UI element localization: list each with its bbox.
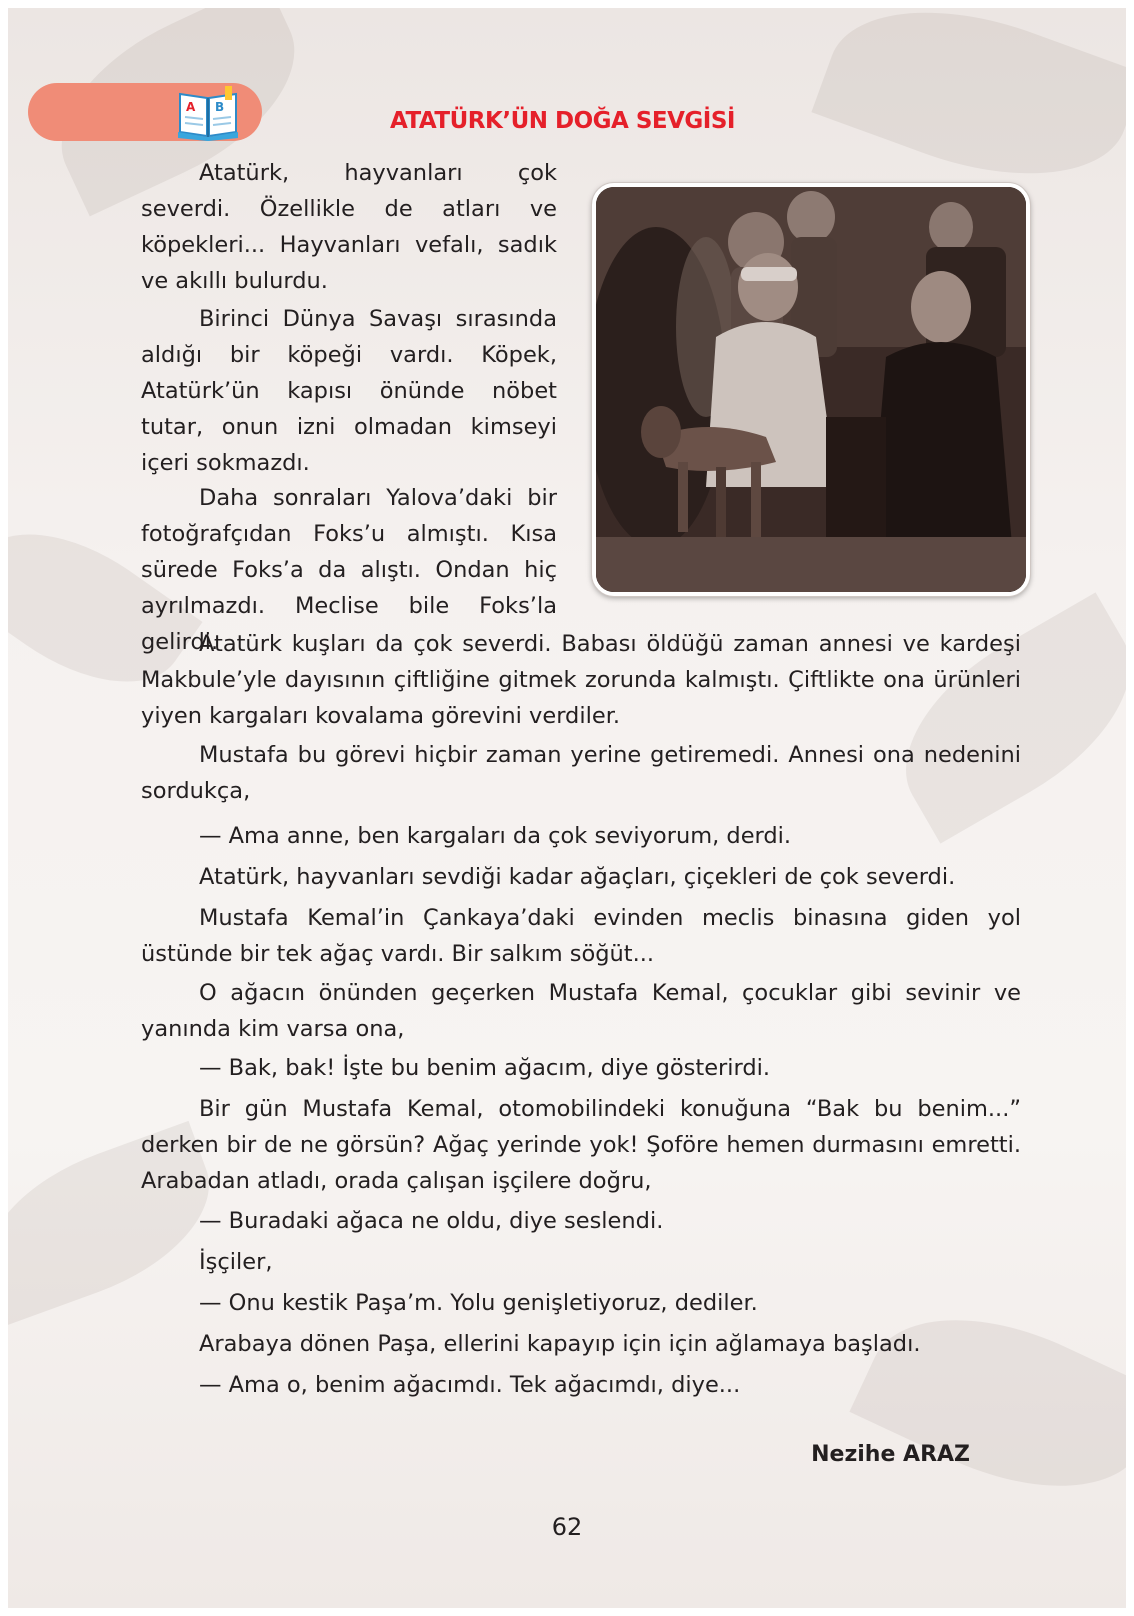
paragraph-12: — Buradaki ağaca ne oldu, diye seslendi. [199, 1208, 664, 1234]
page-title: ATATÜRK’ÜN DOĞA SEVGİSİ [390, 108, 735, 134]
paragraph-5: Mustafa bu görevi hiçbir zaman yerine getiremedi. Annesi ona nedenini sordukça, [141, 742, 1021, 804]
paragraph-16: — Ama o, benim ağacımdı. Tek ağacımdı, diye... [199, 1372, 741, 1398]
svg-text:A: A [186, 100, 196, 114]
paragraph-3: Daha sonraları Yalova’daki bir fotoğrafçıdan Foks’u almıştı. Kısa sürede Foks’a da alıştı. Ondan hiç ayrılmazdı. Meclise bile Foks’la gelirdi. [141, 485, 557, 655]
paragraph-15: Arabaya dönen Paşa, ellerini kapayıp için için ağlamaya başladı. [199, 1331, 921, 1357]
paragraph-1: Atatürk, hayvanları çok severdi. Özellikle de atları ve köpekleri... Hayvanları vefalı, sadık ve akıllı bulurdu. [141, 160, 557, 294]
photo-illustration [596, 187, 1026, 592]
page-number: 62 [551, 1513, 583, 1541]
author-name: Nezihe ARAZ [811, 1442, 970, 1467]
book-icon [176, 84, 240, 142]
paragraph-8: Mustafa Kemal’in Çankaya’daki evinden meclis binasına giden yol üstünde bir tek ağaç vardı. Bir salkım söğüt... [141, 905, 1021, 967]
paragraph-4: Atatürk kuşları da çok severdi. Babası öldüğü zaman annesi ve kardeşi Makbule’yle dayısının çiftliğine gitmek zorunda kalmıştı. Çiftlikte ona ürünleri yiyen kargaları kovalama görevini verdiler. [141, 631, 1021, 729]
svg-text:B: B [215, 100, 225, 114]
leaf-decoration [849, 1276, 1126, 1530]
paragraph-6: — Ama anne, ben kargaları da çok seviyorum, derdi. [199, 823, 792, 849]
paragraph-9: O ağacın önünden geçerken Mustafa Kemal, çocuklar gibi sevinir ve yanında kim varsa ona, [141, 980, 1021, 1042]
historical-photo [592, 183, 1030, 596]
paragraph-2: Birinci Dünya Savaşı sırasında aldığı bir köpeği vardı. Köpek, Atatürk’ün kapısı önünde nöbet tutar, onun izni olmadan kimseyi içeri sokmazdı. [141, 306, 557, 476]
paragraph-10: — Bak, bak! İşte bu benim ağacım, diye gösterirdi. [199, 1055, 771, 1081]
paragraph-11: Bir gün Mustafa Kemal, otomobilindeki konuğuna “Bak bu benim...” derken bir de ne görsün? Ağaç yerinde yok! Şoföre hemen durmasını emretti. Arabadan atladı, orada çalışan işçilere doğru, [141, 1096, 1021, 1194]
paragraph-14: — Onu kestik Paşa’m. Yolu genişletiyoruz, dediler. [199, 1290, 758, 1316]
paragraph-7: Atatürk, hayvanları sevdiği kadar ağaçları, çiçekleri de çok severdi. [199, 864, 956, 890]
paragraph-13: İşçiler, [199, 1249, 273, 1275]
